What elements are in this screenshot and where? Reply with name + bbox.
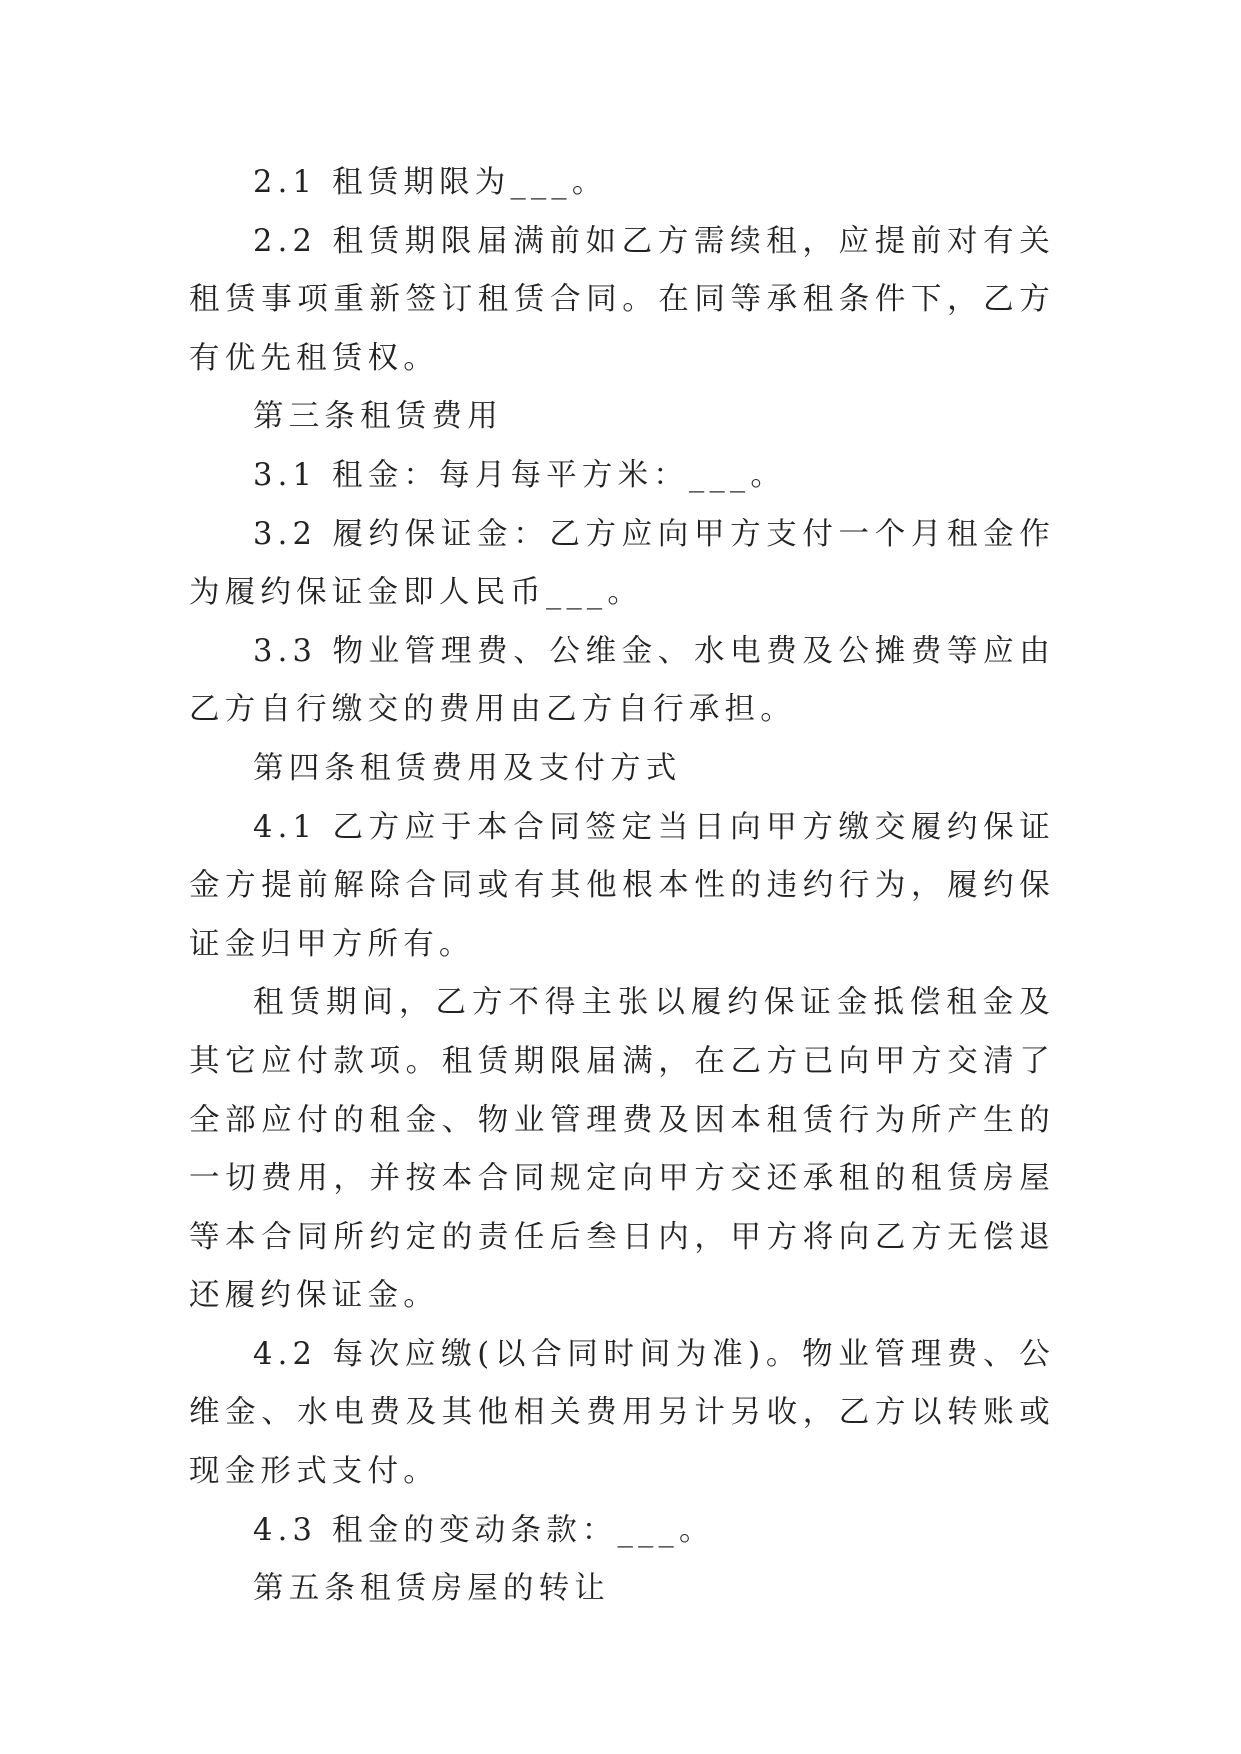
clause-3-1: 3.1 租金：每月每平方米：___。 [253,457,787,493]
clause-3-2: 3.2 履约保证金：乙方应向甲方支付一个月租金作为履约保证金即人民币___。 [189,516,1055,611]
clause-4-1: 4.1 乙方应于本合同签定当日向甲方缴交履约保证金方提前解除合同或有其他根本性的违约行为，履约保证金归甲方所有。 [189,809,1055,962]
document-body [189,154,1055,1619]
clause-3-3: 3.3 物业管理费、公维金、水电费及公摊费等应由乙方自行缴交的费用由乙方自行承担。 [189,633,1055,728]
article-3-heading: 第三条租赁费用 [253,399,503,435]
deposit-refund-paragraph: 租赁期间，乙方不得主张以履约保证金抵偿租金及其它应付款项。租赁期限届满，在乙方已向甲方交清了全部应付的租金、物业管理费及因本租赁行为所产生的一切费用，并按本合同规定向甲方交还承租的租赁房屋等本合同所约定的责任后叁日内，甲方将向乙方无偿退还履约保证金。 [189,985,1055,1314]
article-5-heading: 第五条租赁房屋的转让 [253,1571,610,1607]
article-4-heading: 第四条租赁费用及支付方式 [253,750,682,786]
clause-4-3: 4.3 租金的变动条款：___。 [253,1512,715,1548]
clause-4-2: 4.2 每次应缴(以合同时间为准)。物业管理费、公维金、水电费及其他相关费用另计另收，乙方以转账或现金形式支付。 [189,1336,1055,1490]
clause-2-1: 2.1 租赁期限为___。 [253,165,608,200]
clause-2-2: 2.2 租赁期限届满前如乙方需续租，应提前对有关租赁事项重新签订租赁合同。在同等承租条件下，乙方有优先租赁权。 [189,223,1055,376]
